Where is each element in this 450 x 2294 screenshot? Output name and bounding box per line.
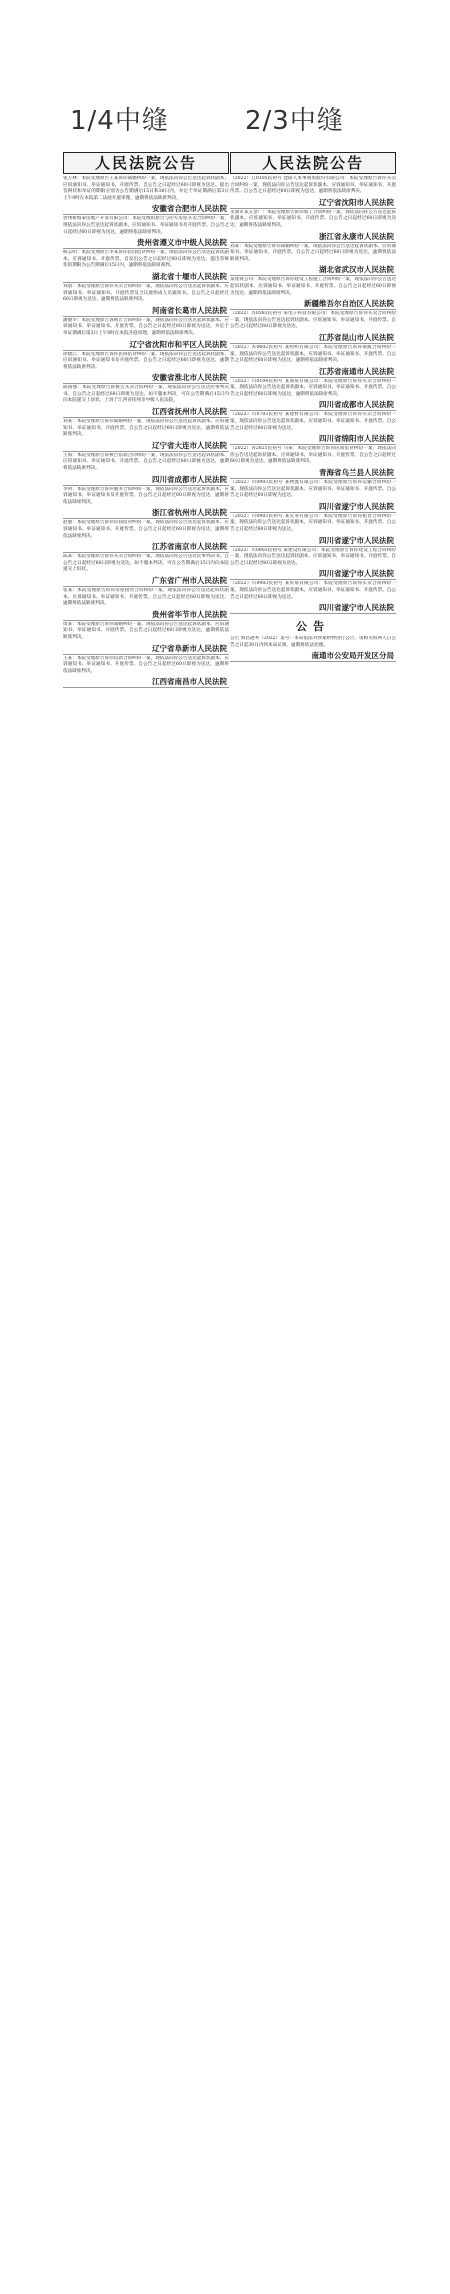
notice-court-name: 四川省遂宁市人民法院 (230, 500, 396, 513)
notice-court-name: 四川省绵阳市人民法院 (230, 432, 396, 445)
notice-court-name: 浙江省杭州市人民法院 (63, 506, 229, 519)
notice-body: 某建筑公司：本院受理原告诉你建设工程施工合同纠纷一案，现依法向你公告送达起诉状副本、应诉通知书、举证通知书、开庭传票。自公告之日起经过60日即视为送达，逾期将依法缺席判决。 (230, 277, 396, 296)
notice-court-name: 四川省成都市人民法院 (230, 398, 396, 411)
court-notice (63, 622, 229, 655)
notice-body: 杨志明：本院受理原告李某诉你民间借贷纠纷一案，现依法向你公告送达起诉状副本、应诉通知书、开庭传票。自发出公告之日起经过60日即视为送达。提出答辩状的期限为公告期满后15日内，逾期将依法缺席裁判。 (63, 250, 229, 269)
court-notice (230, 244, 396, 277)
notice-court-name: 江西省南昌市人民法院 (63, 675, 229, 688)
court-notice (63, 250, 229, 283)
notice-body: 潘德华：本院受理原告诉被告合同纠纷一案，现依法向你公告送达起诉状副本、应诉通知书、举证通知书、开庭传票。自公告之日起经过60日即视为送达，并定于举证期满后第3日上午9时在本院开庭审理，逾期将依法缺席判决。 (63, 317, 229, 336)
notice-body: 徐德江：本院受理原告诉你民间借贷纠纷一案，现依法向你公告送达起诉状副本、应诉通知书、举证通知书及开庭传票。自公告之日起经过60日即视为送达，逾期将依法缺席判决。 (63, 351, 229, 370)
notice-body: 赵强：本院受理原告诉你民间借贷纠纷一案，现依法向你公告送达起诉状副本、应诉通知书、举证通知书、开庭传票。自公告之日起经过60日即视为送达，逾期将依法缺席判决。 (63, 520, 229, 539)
court-notice (230, 345, 396, 378)
court-notice (230, 277, 396, 310)
notice-body: （2022）苏0583民初号 某电子科技有限公司：本院受理原告诉你买卖合同纠纷一案，现依法向你公告送达起诉状副本、应诉通知书、举证通知书、开庭传票。自公告之日起经过60日即视为送达。 (230, 311, 396, 330)
court-notice (63, 352, 229, 385)
notice-body: （2022）川0703民初号 某建材有限公司：本院受理原告诉你买卖合同纠纷一案，现依法向你公告送达起诉状副本、应诉通知书、举证通知书、开庭传票。自公告之日起经过60日即视为送达。 (230, 412, 396, 431)
left-column-header: 人民法院公告 (63, 152, 229, 174)
court-notice (230, 379, 396, 412)
notice-body: 公告 海昌港务（2022）第号：本局依法对涉案财物进行公告，请相关权利人自公告之日起30日内到本局认领，逾期将依法处理。 (230, 636, 396, 648)
right-column-header: 人民法院公告 (230, 152, 396, 174)
court-notice (63, 419, 229, 452)
right-notice-list (230, 176, 396, 662)
notice-court-name: 辽宁省沈阳市人民法院 (230, 196, 396, 209)
notice-court-name: 湖北省武汉市人民法院 (230, 263, 396, 276)
court-notice (230, 412, 396, 445)
notice-court-name: 新疆维吾尔自治区人民法院 (230, 297, 396, 310)
notice-body: 张某：本院受理原告诉你房屋租赁合同纠纷一案，现依法向你公告送达起诉状副本、应诉通知书、举证通知书、开庭传票。自公告之日起经过60日即视为送达，逾期将依法缺席判决。 (63, 587, 229, 607)
court-notice (63, 284, 229, 317)
notice-body: （2022）青2821民初号 马某：本院受理原告诉你民间借贷纠纷一案，现依法向你公告送达起诉状副本、应诉通知书、举证通知书、开庭传票。自公告之日起经过60日即视为送达，逾期将依法缺席判决。 (230, 446, 396, 465)
notice-body: 刘晨：本院受理原告诉你买卖合同纠纷一案，现依法向你公告送达起诉状副本、应诉通知书、举证通知书、开庭传票及合议庭组成人员通知书。自公告之日起经过60日即视为送达，逾期将依法缺席判决。 (63, 283, 229, 303)
court-notice (63, 453, 229, 486)
court-notice (63, 656, 229, 689)
court-notice (63, 176, 229, 215)
notice-court-name: 辽宁省沈阳市和平区人民法院 (63, 338, 229, 351)
notice-court-name: 辽宁省阜新市人民法院 (63, 642, 229, 655)
notice-body: 王某：本院受理原告诉你借款合同纠纷一案，现依法向你公告送达起诉状副本、应诉通知书、举证通知书、开庭传票。自公告之日起经过60日即视为送达，逾期将依法缺席判决。 (63, 655, 229, 674)
left-notice-column (63, 152, 229, 2252)
notice-court-name: 四川省遂宁市人民法院 (230, 534, 396, 547)
notice-court-name: 贵州省遵义市中级人民法院 (63, 236, 229, 249)
court-notice (230, 581, 396, 614)
fold-mark-right: 2/3中缝 (245, 106, 344, 136)
notice-body: 贵州新坡泰房地产开发有限公司：本院受理的原告与你方房屋买卖合同纠纷一案，现依法向你公告送达起诉状副本、应诉通知书、举证通知书及开庭传票。自公告之日起经过60日即视为送达，逾期将依法缺席判决。 (63, 216, 229, 235)
court-notice (63, 318, 229, 351)
court-notice (63, 385, 229, 418)
court-notice (230, 480, 396, 513)
court-notice (230, 514, 396, 547)
notice-body: （2022）川0903民初号 某实业有限公司：本院受理原告诉你租赁合同纠纷一案，现依法向你公告送达起诉状副本、应诉通知书、举证通知书、开庭传票。自公告之日起经过60日即视为送达。 (230, 513, 396, 532)
notice-court-name: 四川省遂宁市人民法院 (230, 567, 396, 580)
notice-court-name: 安徽省合肥市人民法院 (63, 202, 229, 215)
notice-body: （2022）辽0105民初号 沈阳人本事商贸股份有限公司：本院受理原告诉你买卖合同纠纷一案，现依法向你公告送达起诉状副本、应诉通知书、举证通知书、开庭传票。自公告之日起经过60日即视为送达，逾期将依法缺席判决。 (230, 176, 396, 195)
court-notice (63, 487, 229, 520)
notice-court-name: 浙江省永康市人民法院 (230, 230, 396, 243)
notice-court-name: 河南省长葛市人民法院 (63, 304, 229, 317)
notice-body: 张万林：本院受理原告王某诉你离婚纠纷一案，现依法向你公告送达起诉状副本、应诉通知书、举证通知书、开庭传票。自公告之日起经过60日即视为送达。提出答辩状和举证的期限分别为公告期满后15日和30日内，并定于举证期满后第3日上午9时在本院第二法庭开庭审理，逾期将依法缺席判决。 (63, 176, 229, 201)
notice-body: 李明：本院受理原告诉你服务合同纠纷一案，现依法向你公告送达起诉状副本、应诉通知书、举证通知书及开庭传票。自公告之日起经过60日即视为送达，逾期将依法缺席判决。 (63, 486, 229, 505)
notice-body: （2022）川0903民初号 某贸易有限公司：本院受理原告诉你买卖合同纠纷一案，现依法向你公告送达起诉状副本、应诉通知书、举证通知书、开庭传票。自公告之日起经过60日即视为送达。 (230, 581, 396, 600)
notice-court-name: 安徽省淮北市人民法院 (63, 371, 229, 384)
court-notice (230, 311, 396, 344)
notice-body: 王海：本院受理原告诉被告借款合同纠纷一案，现依法向你公告送达起诉状副本、应诉通知书、举证通知书、开庭传票。自公告之日起经过60日即视为送达，逾期将依法缺席判决。 (63, 452, 229, 472)
right-notice-column (230, 152, 396, 2252)
notice-body: 刘某：本院受理原告诉你离婚纠纷一案，现依法向你公告送达起诉状副本、应诉通知书、举证通知书、开庭传票。自公告之日起经过60日即视为送达，逾期将依法缺席判决。 (230, 243, 396, 262)
court-notice (230, 636, 396, 662)
fold-mark-left: 1/4中缝 (70, 106, 169, 136)
court-notice (63, 588, 229, 621)
court-notice (230, 446, 396, 479)
notice-body: 陈国强：本院受理原告诉被告买卖合同纠纷一案，现依法向你公告送达民事判决书。自公告之日起经过60日即视为送达。如不服本判决，可在公告期满后15日内向本院递交上诉状，上诉于江西省抚州市中级人民法院。 (63, 385, 229, 404)
notice-court-name: 四川省成都市人民法院 (63, 473, 229, 486)
notice-court-name: 广东省广州市人民法院 (63, 574, 229, 587)
notice-court-name: 江苏省南京市人民法院 (63, 540, 229, 553)
notice-court-name: 贵州省毕节市人民法院 (63, 608, 229, 621)
notice-court-name: 湖北省十堰市人民法院 (63, 270, 229, 283)
notice-court-name: 青海省乌兰县人民法院 (230, 466, 396, 479)
court-notice (230, 548, 396, 581)
notice-court-name: 江苏省昆山市人民法院 (230, 331, 396, 344)
notice-body: 刘某：本院受理原告诉你离婚纠纷一案，现依法向你公告送达起诉状副本、应诉通知书、举证通知书、开庭传票。自公告之日起经过60日即视为送达，逾期将依法缺席判决。 (63, 419, 229, 438)
notice-body: 陈某：本院受理原告诉你买卖合同纠纷一案，现依法向你公告送达民事判决书。自公告之日起经过60日即视为送达。如不服本判决，可在公告期满后15日内向本院递交上诉状。 (63, 554, 229, 573)
notice-body: 永康市某五金厂：本院受理原告诉你加工合同纠纷一案，现依法向你公告送达起诉状副本、应诉通知书、举证通知书、开庭传票。自公告之日起经过60日即视为送达，逾期将依法缺席判决。 (230, 209, 396, 228)
notice-body: （2022）苏0602民初号 某纺织有限公司：本院受理原告诉你承揽合同纠纷一案，现依法向你公告送达起诉状副本、应诉通知书、举证通知书、开庭传票。自公告之日起经过60日即视为送达，逾期将依法缺席判决。 (230, 344, 396, 364)
notice-court-name: 四川省遂宁市人民法院 (230, 601, 396, 614)
notice-body: （2022）川0903民初号 某建设有限公司：本院受理原告诉你建设工程合同纠纷一案，现依法向你公告送达起诉状副本、应诉通知书、举证通知书、开庭传票。自公告之日起经过60日即视为送达。 (230, 547, 396, 566)
notice-court-name: 江苏省南通市人民法院 (230, 365, 396, 378)
notice-court-name: 江西省抚州市人民法院 (63, 405, 229, 418)
notice-court-name: 辽宁省大连市人民法院 (63, 439, 229, 452)
notice-court-name: 南通市公安局开发区分局 (230, 649, 396, 662)
court-notice (230, 210, 396, 243)
notice-body: （2022）川0903民初号 某物流有限公司：本院受理原告诉你运输合同纠纷一案，现依法向你公告送达起诉状副本、应诉通知书、举证通知书、开庭传票。自公告之日起经过60日即视为送达。 (230, 480, 396, 499)
court-notice (63, 216, 229, 249)
notice-body: （2022）川0104民初号 某商贸有限公司：本院受理原告诉你买卖合同纠纷一案，现依法向你公告送达起诉状副本、应诉通知书、举证通知书、开庭传票。自公告之日起经过60日即视为送达，逾期将依法缺席判决。 (230, 378, 396, 397)
court-notice (230, 176, 396, 209)
court-notice (63, 520, 229, 553)
notice-body: 周某：本院受理原告诉你离婚纠纷一案，现依法向你公告送达起诉状副本、应诉通知书、举证通知书、开庭传票。自公告之日起经过60日即视为送达，逾期将依法缺席判决。 (63, 621, 229, 640)
gong-gao-heading: 公告 (296, 620, 330, 634)
left-notice-list (63, 176, 229, 688)
court-notice (63, 554, 229, 587)
